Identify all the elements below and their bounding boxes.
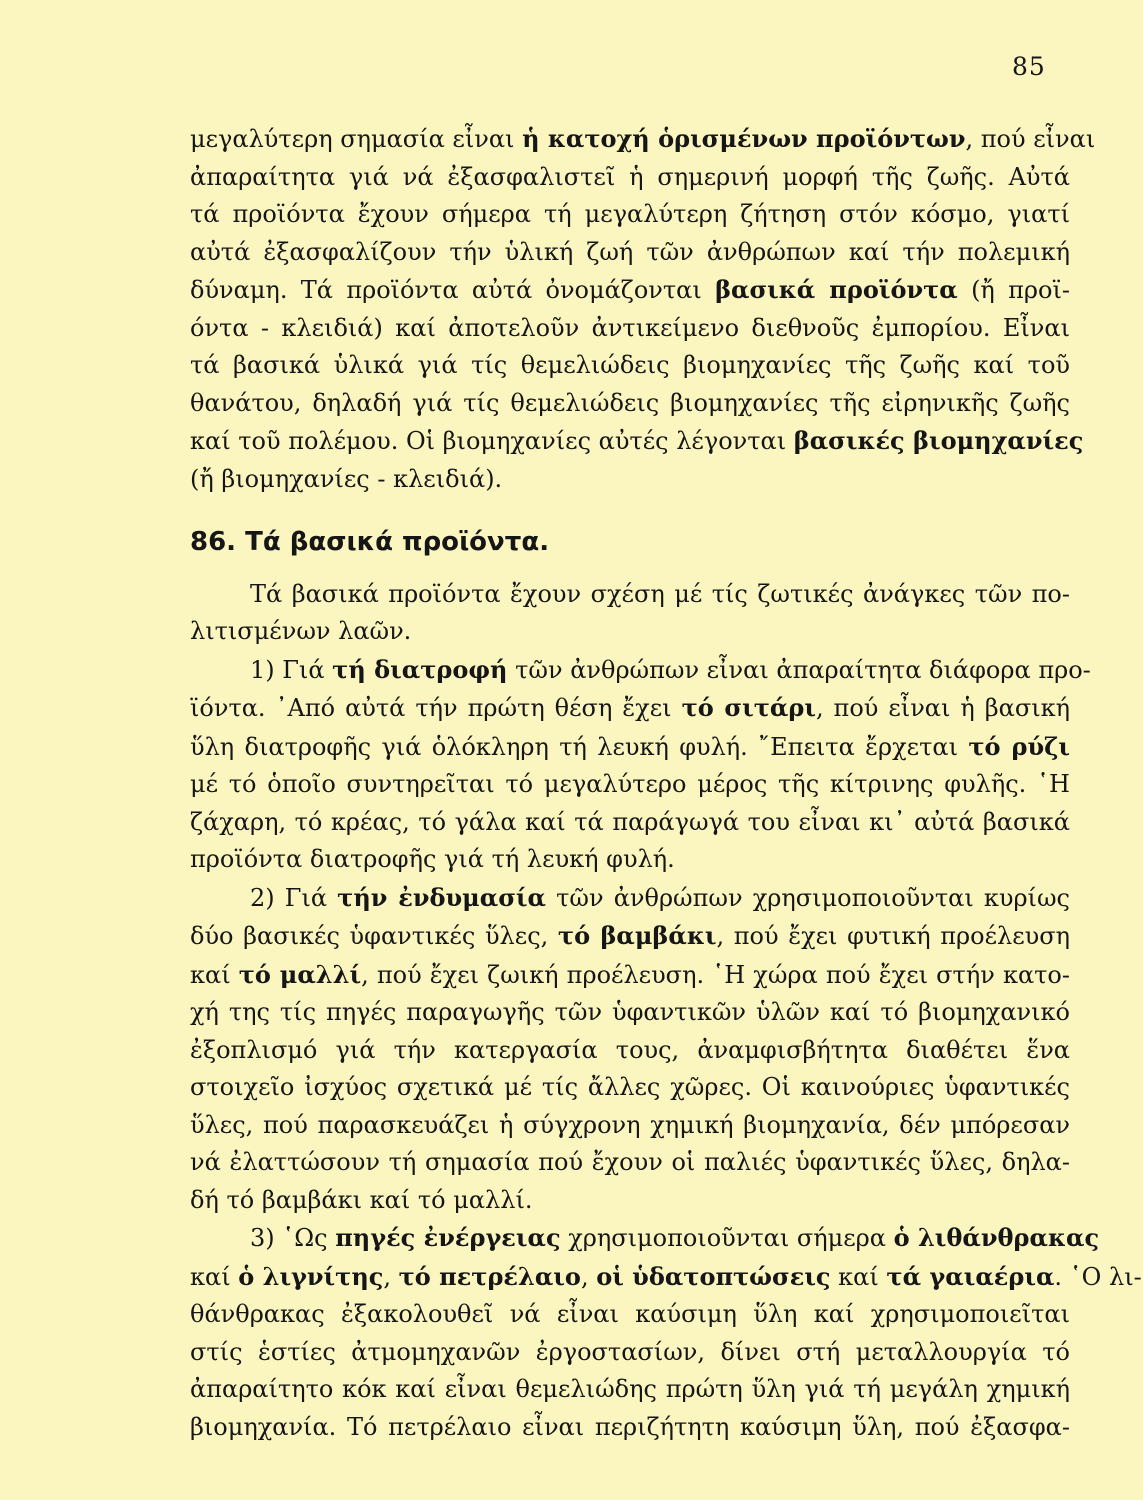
text-line: θάνθρακας ἐξακολουθεῖ νά εἶναι καύσιμη ὕλη καί χρησιμοποιεῖται <box>190 1300 1070 1328</box>
text-line: καί ὁ λιγνίτης, τό πετρέλαιο, οἱ ὑδατοπτώσεις καί τά γαιαέρια. ῾Ο λι- <box>190 1261 1142 1291</box>
text-line: νά ἐλαττώσουν τή σημασία πού ἔχουν οἱ παλιές ὑφαντικές ὕλες, δηλα- <box>190 1148 1070 1176</box>
text-line: μεγαλύτερη σημασία εἶναι ἡ κατοχή ὁρισμένων προϊόντων, πού εἶναι <box>190 124 1096 153</box>
paragraph-clothing <box>190 879 1070 1220</box>
paragraph-food <box>190 651 1091 879</box>
page-number: 85 <box>1012 52 1046 81</box>
text-line: ἀπαραίτητο κόκ καί εἶναι θεμελιώδης πρώτη ὕλη γιά τή μεγάλη χημική <box>190 1375 1070 1403</box>
text-line: δή τό βαμβάκι καί τό μαλλί. <box>190 1185 533 1214</box>
text-line: χή της τίς πηγές παραγωγῆς τῶν ὑφαντικῶν ὑλῶν καί τό βιομηχανικό <box>190 998 1070 1026</box>
bold-term: βασικές βιομηχανίες <box>793 426 1084 455</box>
bold-term: ὁ λιγνίτης <box>238 1261 384 1291</box>
text-line: βιομηχανία. Τό πετρέλαιο εἶναι περιζήτητη καύσιμη ὕλη, πού ἐξασφα- <box>190 1412 1070 1441</box>
bold-term: τό μαλλί <box>238 959 362 989</box>
text-line: ζάχαρη, τό κρέας, τό γάλα καί τά παράγωγά του εἶναι κι᾿ αὐτά βασικά <box>190 807 1070 836</box>
text-line: 1) Γιά τή διατροφή τῶν ἀνθρώπων εἶναι ἀπαραίτητα διάφορα προ- <box>250 654 1091 684</box>
bold-term: βασικά προϊόντα <box>715 275 958 304</box>
bold-term: τό ρύζι <box>968 731 1070 761</box>
bold-term: τήν ἐνδυμασία <box>337 882 546 912</box>
text-line: ὕλη διατροφῆς γιά ὁλόκληρη τή λευκή φυλή. ῎Επειτα ἔρχεται τό ρύζι <box>190 731 1070 761</box>
text-line: καί τοῦ πολέμου. Οἱ βιομηχανίες αὐτές λέγονται βασικές βιομηχανίες <box>190 426 1084 455</box>
section-heading: 86. Τά βασικά προϊόντα. <box>190 527 550 557</box>
paragraph-basic-products <box>190 576 1070 651</box>
text-line: στίς ἑστίες ἀτμομηχανῶν ἐργοστασίων, δίνει στή μεταλλουργία τό <box>190 1337 1070 1366</box>
bold-term: τή διατροφή <box>332 654 508 684</box>
bold-term: τό πετρέλαιο <box>398 1261 581 1291</box>
text-line: καί τό μαλλί, πού ἔχει ζωική προέλευση. ῾Η χώρα πού ἔχει στήν κατο- <box>190 959 1070 989</box>
text-line: τά προϊόντα ἔχουν σήμερα τή μεγαλύτερη ζήτηση στόν κόσμο, γιατί <box>190 200 1070 228</box>
text-line: ϊόντα. ᾿Από αὐτά τήν πρώτη θέση ἔχει τό σιτάρι, πού εἶναι ἡ βασική <box>190 693 1070 722</box>
text-line: αὐτά ἐξασφαλίζουν τήν ὑλική ζωή τῶν ἀνθρώπων καί τήν πολεμική <box>190 237 1070 266</box>
bold-term: ὁ λιθάνθρακας <box>893 1223 1100 1252</box>
text-line: δύναμη. Τά προϊόντα αὐτά ὀνομάζονται βασικά προϊόντα (ἤ προϊ- <box>190 275 1070 304</box>
paragraph-energy <box>190 1219 1142 1446</box>
bold-term: ἡ κατοχή ὁρισμένων προϊόντων <box>522 124 966 153</box>
page-body <box>190 120 1142 1446</box>
text-line: ἐξοπλισμό γιά τήν κατεργασία τους, ἀναμφισβήτητα διαθέτει ἕνα <box>190 1035 1070 1064</box>
bold-term: οἱ ὑδατοπτώσεις <box>596 1261 831 1291</box>
text-line: ἀπαραίτητα γιά νά ἐξασφαλιστεῖ ἡ σημερινή μορφή τῆς ζωῆς. Αὐτά <box>190 162 1070 191</box>
text-line: 2) Γιά τήν ἐνδυμασία τῶν ἀνθρώπων χρησιμοποιοῦνται κυρίως <box>250 882 1070 912</box>
bold-term: τά γαιαέρια <box>886 1261 1055 1291</box>
text-line: τά βασικά ὑλικά γιά τίς θεμελιώδεις βιομηχανίες τῆς ζωῆς καί τοῦ <box>190 351 1070 379</box>
text-line: όντα - κλειδιά) καί ἀποτελοῦν ἀντικείμενο διεθνοῦς ἐμπορίου. Εἶναι <box>190 313 1070 342</box>
bold-term: τό βαμβάκι <box>557 921 717 950</box>
text-line: στοιχεῖο ἰσχύος σχετικά μέ τίς ἄλλες χῶρες. Οἱ καινούριες ὑφαντικές <box>190 1073 1070 1101</box>
text-line: λιτισμένων λαῶν. <box>190 617 412 645</box>
text-line: Τά βασικά προϊόντα ἔχουν σχέση μέ τίς ζωτικές ἀνάγκες τῶν πο- <box>250 579 1070 608</box>
text-line: θανάτου, δηλαδή γιά τίς θεμελιώδεις βιομηχανίες τῆς εἰρηνικῆς ζωῆς <box>190 388 1070 417</box>
bold-term: πηγές ἐνέργειας <box>335 1223 561 1252</box>
text-line: 3) ῾Ως πηγές ἐνέργειας χρησιμοποιοῦνται σήμερα ὁ λιθάνθρακας <box>250 1223 1100 1252</box>
paragraph-intro <box>190 120 1096 498</box>
bold-term: τό σιτάρι <box>681 693 816 722</box>
text-line: δύο βασικές ὑφαντικές ὕλες, τό βαμβάκι, πού ἔχει φυτική προέλευση <box>190 921 1071 950</box>
text-line: ὕλες, πού παρασκευάζει ἡ σύγχρονη χημική βιομηχανία, δέν μπόρεσαν <box>190 1110 1070 1139</box>
text-line: (ἤ βιομηχανίες - κλειδιά). <box>190 464 503 493</box>
text-line: προϊόντα διατροφῆς γιά τή λευκή φυλή. <box>190 845 675 873</box>
text-line: μέ τό ὁποῖο συντηρεῖται τό μεγαλύτερο μέρος τῆς κίτρινης φυλῆς. ῾Η <box>190 770 1070 798</box>
